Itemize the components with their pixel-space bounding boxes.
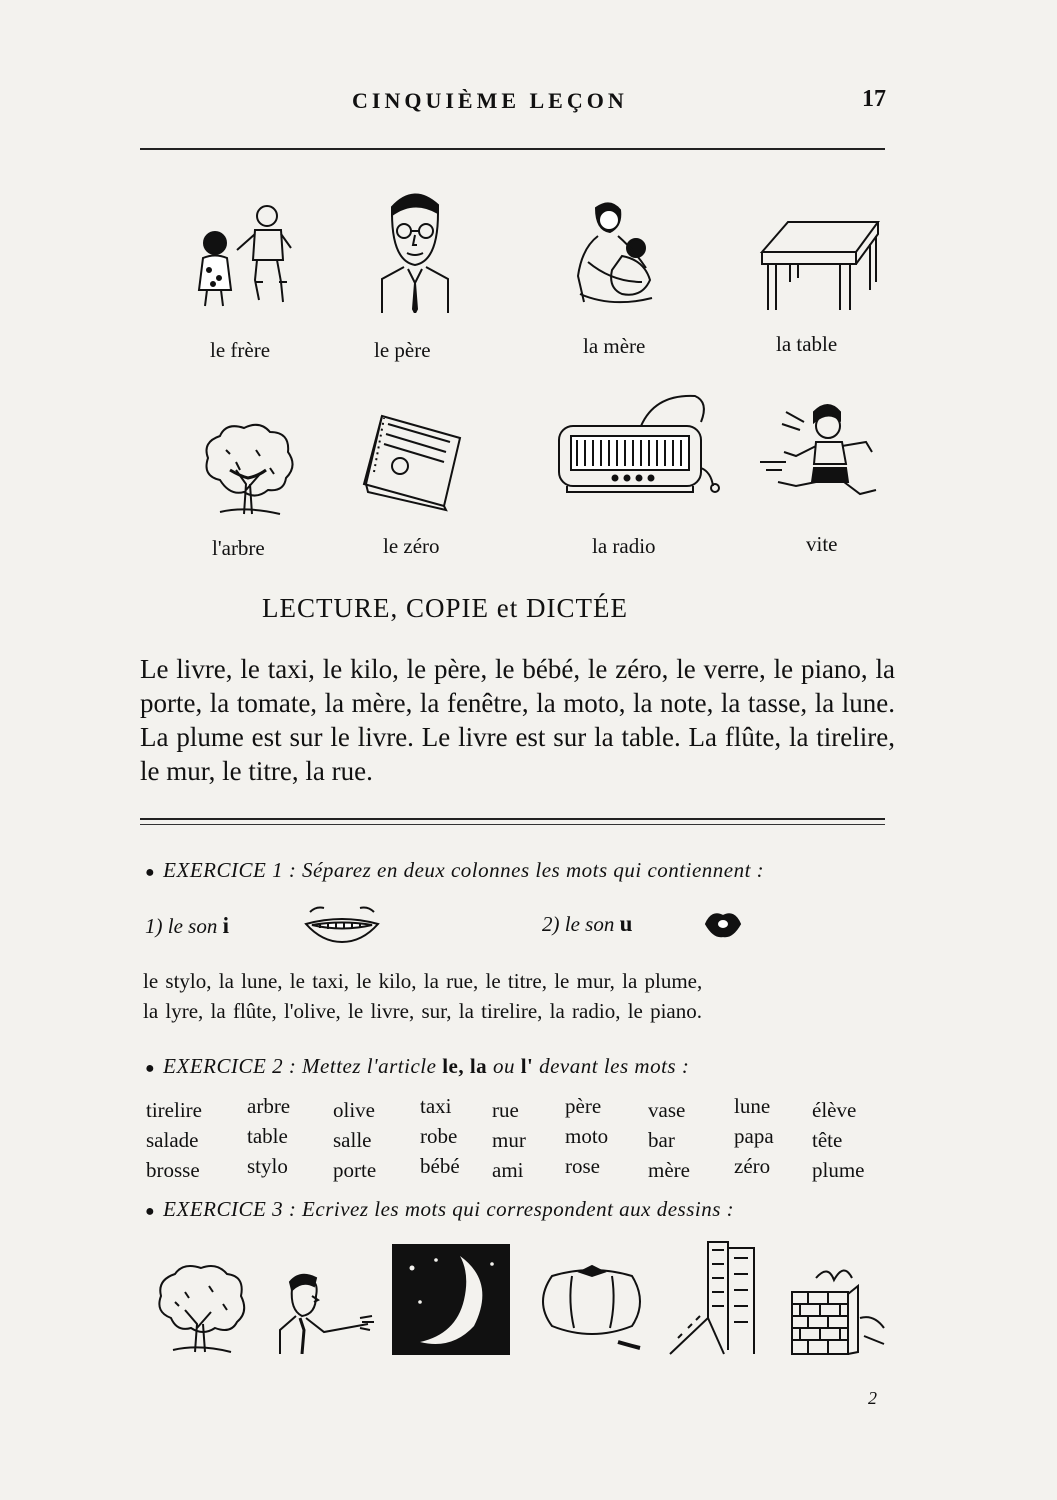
street-icon xyxy=(668,1238,772,1356)
rounded-lips-icon xyxy=(702,908,744,940)
grid-word: salade xyxy=(146,1128,199,1152)
wall-icon xyxy=(788,1258,888,1358)
father-portrait-icon xyxy=(380,183,450,313)
moon-icon xyxy=(390,1242,512,1357)
header-rule xyxy=(140,148,885,150)
notebook-zero-icon xyxy=(360,410,464,512)
running-boy-icon xyxy=(756,398,881,503)
grid-word: papa xyxy=(734,1124,774,1148)
smiling-mouth-icon xyxy=(302,906,382,944)
grid-word: mur xyxy=(492,1128,526,1152)
caption-zero: le zéro xyxy=(383,534,440,558)
grid-word: arbre xyxy=(247,1094,291,1118)
lecture-title: LECTURE, COPIE et DICTÉE xyxy=(262,593,628,623)
caption-table: la table xyxy=(776,332,838,356)
bullet-icon: ● xyxy=(145,1203,156,1220)
sound-i-label: 1) le son i xyxy=(145,913,229,938)
grid-word: bébé xyxy=(420,1154,460,1178)
grid-word: stylo xyxy=(247,1154,288,1178)
mother-baby-icon xyxy=(572,198,662,310)
tree-icon xyxy=(200,420,298,518)
grid-word: rue xyxy=(492,1098,519,1122)
grid-word: olive xyxy=(333,1098,375,1122)
lesson-title: CINQUIÈME LEÇON xyxy=(352,88,628,113)
section-rule-1 xyxy=(140,818,885,820)
grid-word: bar xyxy=(648,1128,675,1152)
exercice1-line-1: le stylo, la lune, le taxi, le kilo, la rue, le titre, le mur, la plume, xyxy=(143,969,703,993)
grid-word: plume xyxy=(812,1158,865,1182)
grid-word: table xyxy=(247,1124,288,1148)
caption-vite: vite xyxy=(806,532,838,556)
caption-mere: la mère xyxy=(583,334,646,358)
grid-word: tirelire xyxy=(146,1098,202,1122)
grid-word: taxi xyxy=(420,1094,452,1118)
grid-word: lune xyxy=(734,1094,771,1118)
exercice3-heading: ● EXERCICE 3 : Ecrivez les mots qui correspondent aux dessins : xyxy=(145,1197,735,1221)
grid-word: vase xyxy=(648,1098,686,1122)
tomato-icon xyxy=(532,1262,652,1358)
grid-word: porte xyxy=(333,1158,377,1182)
grid-word: mère xyxy=(648,1158,690,1182)
bush-icon xyxy=(155,1262,247,1356)
grid-word: père xyxy=(565,1094,602,1118)
caption-pere: le père xyxy=(374,338,431,362)
exercice1-line-2: la lyre, la flûte, l'olive, le livre, sur, la tirelire, la radio, le piano. xyxy=(143,999,702,1023)
children-icon xyxy=(185,198,310,318)
lecture-text: Le livre, le taxi, le kilo, le père, le bébé, le zéro, le verre, le piano, la porte, la tomate, la mère, la fenêtre, la moto, la note, la tasse, la lune. La plume est sur le livre. Le livre est sur la table. La flûte, la tirelire, le mur, le titre, la rue. xyxy=(140,654,895,786)
grid-word: rose xyxy=(565,1154,600,1178)
grid-word: zéro xyxy=(734,1154,771,1178)
exercice1-heading: ● EXERCICE 1 : Séparez en deux colonnes les mots qui contiennent : xyxy=(145,858,765,882)
section-rule-2 xyxy=(140,824,885,825)
caption-radio: la radio xyxy=(592,534,656,558)
sound-u-label: 2) le son u xyxy=(542,911,633,936)
radio-icon xyxy=(555,392,730,497)
grid-word: moto xyxy=(565,1124,609,1148)
grid-word: brosse xyxy=(146,1158,200,1182)
page-number: 17 xyxy=(862,86,886,112)
grid-word: ami xyxy=(492,1158,524,1182)
grid-word: tête xyxy=(812,1128,843,1152)
grid-word: élève xyxy=(812,1098,857,1122)
caption-arbre: l'arbre xyxy=(212,536,265,560)
pointing-man-icon xyxy=(276,1270,374,1354)
grid-word: salle xyxy=(333,1128,372,1152)
caption-frere: le frère xyxy=(210,338,271,362)
table-icon xyxy=(758,218,883,313)
exercice2-heading: ● EXERCICE 2 : Mettez l'article le, la ou l' devant les mots : xyxy=(145,1054,690,1078)
folio-number: 2 xyxy=(868,1388,877,1408)
bullet-icon: ● xyxy=(145,864,156,881)
grid-word: robe xyxy=(420,1124,458,1148)
bullet-icon: ● xyxy=(145,1060,156,1077)
